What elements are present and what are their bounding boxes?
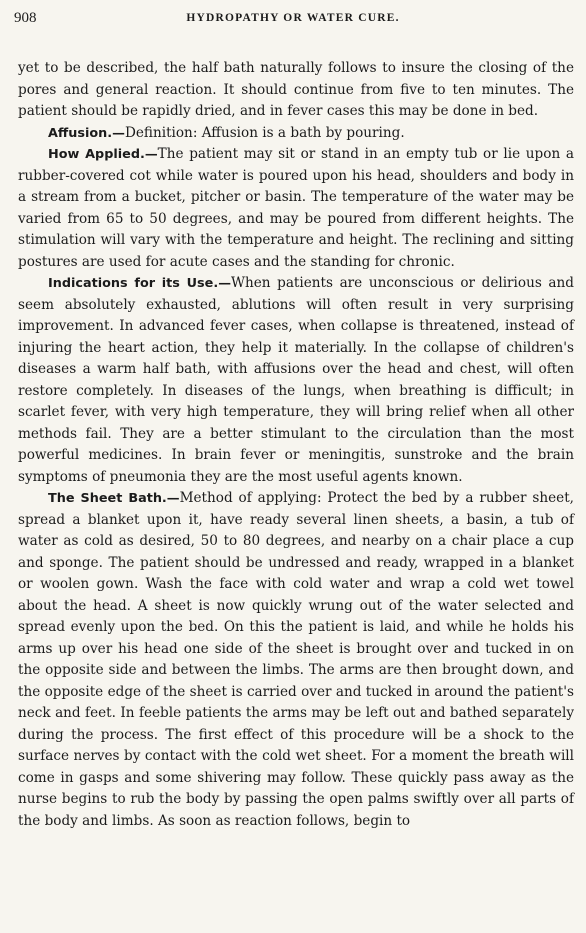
- page-number: 908: [14, 10, 37, 26]
- paragraph-affusion: [18, 123, 574, 145]
- paragraph-text: Definition: Affusion is a bath by pouring.: [124, 124, 405, 141]
- paragraph-sheet-bath: [18, 488, 574, 832]
- section-heading: The Sheet Bath.—: [48, 491, 180, 506]
- paragraph-text: yet to be described, the half bath naturally follows to insure the closing of the pores and general reaction. It should continue from five to ten minutes. The patient should be rapidly dried, and in fever cases this may be done in bed.: [18, 60, 574, 119]
- running-title: HYDROPATHY OR WATER CURE.: [186, 12, 400, 24]
- page-body: [18, 58, 574, 832]
- paragraph-text: When patients are unconscious or delirious and seem absolutely exhausted, ablutions will often result in very surprising improvement. In advanced fever cases, when collapse is threatened, instead of injuring the heart action, they help it materially. In the collapse of children's diseases a warm half bath, with affusions over the head and chest, will often restore completely. In diseases of the lungs, when breathing is difficult; in scarlet fever, with very high temperature, they will bring relief when all other methods fail. They are a better stimulant to the circulation than the most powerful medicines. In brain fever or meningitis, sunstroke and the brain symptoms of pneumonia they are the most useful agents known.: [18, 275, 574, 485]
- section-heading: How Applied.—: [48, 147, 158, 162]
- section-heading: Affusion.—: [48, 125, 125, 141]
- section-heading: Indications for its Use.—: [48, 276, 231, 291]
- paragraph-indications: [18, 273, 574, 488]
- paragraph-text: The patient may sit or stand in an empty tub or lie upon a rubber-covered cot while water is poured upon his head, shoulders and body in a stream from a bucket, pitcher or basin. The temperature of the water may be varied from 65 to 50 degrees, and may be poured from different heights. The stimulation will vary with the temperature and height. The reclining and sitting postures are used for acute cases and the standing for chronic.: [18, 146, 574, 270]
- paragraph-how-applied: [18, 144, 574, 273]
- paragraph-text: Method of applying: Protect the bed by a rubber sheet, spread a blanket upon it, have ready several linen sheets, a basin, a tub of water as cold as desired, 50 to 80 degrees, and nearby on a chair place a cup and sponge. The patient should be undressed and ready, wrapped in a blanket or woolen gown. Wash the face with cold water and wrap a cold wet towel about the head. A sheet is now quickly wrung out of the water selected and spread evenly upon the bed. On this the patient is laid, and while he holds his arms up over his head one side of the sheet is brought over and tucked in on the opposite side and between the limbs. The arms are then brought down, and the opposite edge of the sheet is carried over and tucked in around the patient's neck and feet. In feeble patients the arms may be left out and bathed separately during the process. The first effect of this procedure will be a shock to the surface nerves by contact with the cold wet sheet. For a moment the breath will come in gasps and some shivering may follow. These quickly pass away as the nurse begins to rub the body by passing the open palms swiftly over all parts of the body and limbs. As soon as reaction follows, begin to: [18, 490, 574, 829]
- page-header: [14, 10, 572, 32]
- paragraph-continuation: [18, 58, 574, 123]
